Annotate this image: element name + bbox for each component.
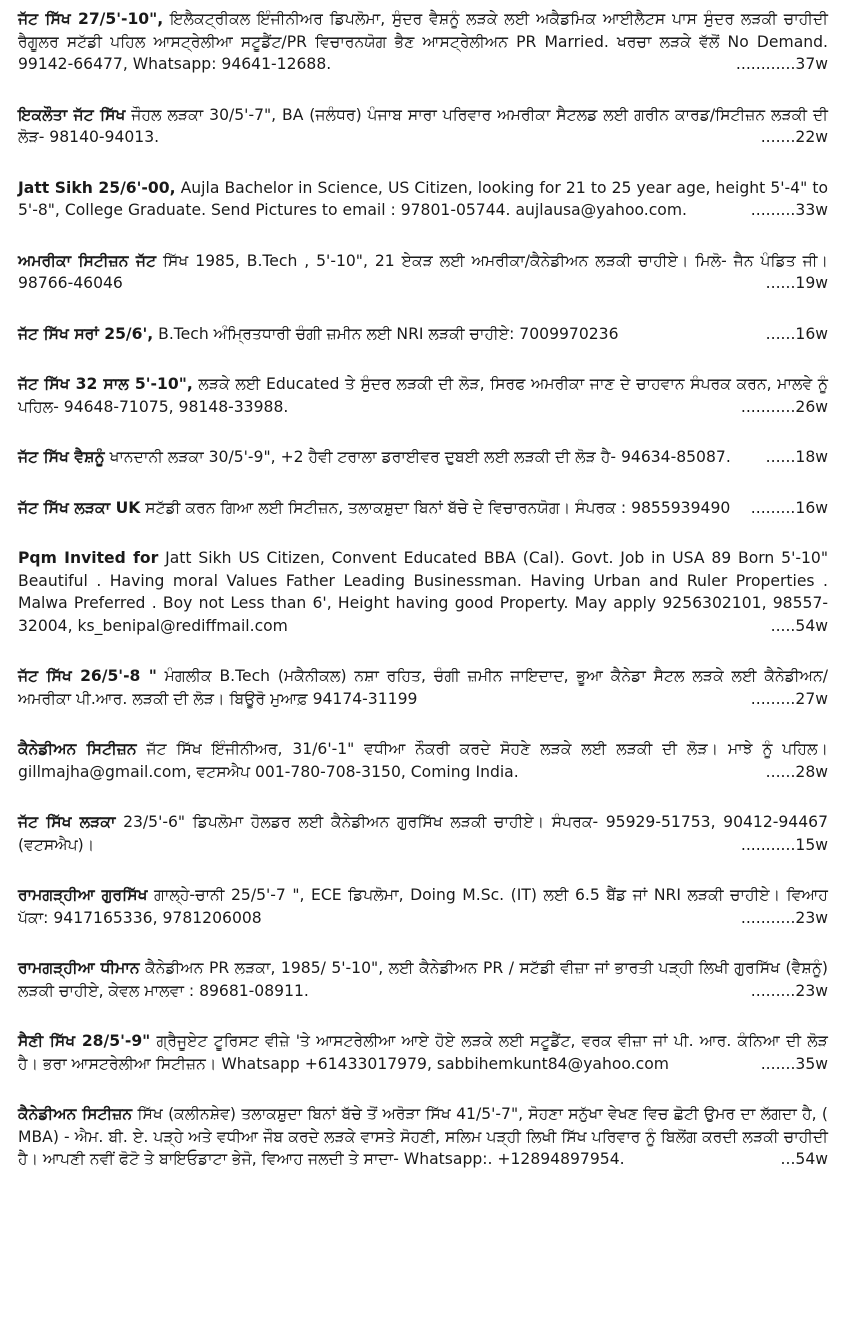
classified-ad [18,884,828,929]
classified-ad [18,547,828,637]
ad-text: ਖਾਨਦਾਨੀ ਲੜਕਾ 30/5'-9", +2 ਹੈਵੀ ਟਰਾਲਾ ਡਰਾਈਵਰ ਦੁਬਈ ਲਈ ਲੜਕੀ ਦੀ ਲੋੜ ਹੈ- 94634-85087. [104,448,731,466]
classified-ad [18,104,828,149]
classified-ad [18,177,828,222]
ad-price: ...........26w [740,397,828,416]
ad-price: ......18w [765,448,828,466]
classified-ad [18,811,828,856]
classified-ad [18,1030,828,1075]
ad-text: ਇਲੈਕਟ੍ਰੀਕਲ ਇੰਜੀਨੀਅਰ ਡਿਪਲੋਮਾ, ਸੁੰਦਰ ਵੈਸ਼ਨੂੰ ਲੜਕੇ ਲਈ ਅਕੈਡਮਿਕ ਆਈਲੈਟਸ ਪਾਸ ਸੁੰਦਰ ਲੜਕੀ ਚਾਹੀਦੀ ਰੈਗੂਲਰ ਸਟੱਡੀ ਪਹਿਲ ਆਸਟ੍ਰੇਲੀਆ ਸਟੂਡੈਂਟ/PR ਵਿਚਾਰਨਯੋਗ ਭੈਣ ਆਸਟ੍ਰੇਲੀਅਨ PR Married. ਖਰਚਾ ਲੜਕੇ ਵੱਲੋਂ No Demand. 99142-66477, Whatsapp: 94641-12688. [18,10,829,73]
classified-ad [18,738,828,783]
ad-price: .......35w [760,1054,828,1073]
ad-heading: ਰਾਮਗੜ੍ਹੀਆ ਗੁਰਸਿੱਖ [18,886,148,904]
ad-text: ਸਟੱਡੀ ਕਰਨ ਗਿਆ ਲਈ ਸਿਟੀਜ਼ਨ, ਤਲਾਕਸ਼ੁਦਾ ਬਿਨਾਂ ਬੱਚੇ ਦੇ ਵਿਚਾਰਨਯੋਗ। ਸੰਪਰਕ : 9855939490 [140,498,731,517]
ad-text: ਜੱਟ ਸਿੱਖ ਇੰਜੀਨੀਅਰ, 31/6'-1" ਵਧੀਆ ਨੌਕਰੀ ਕਰਦੇ ਸੋਹਣੇ ਲੜਕੇ ਲਈ ਲੜਕੀ ਦੀ ਲੋੜ। ਮਾਝੇ ਨੂੰ ਪਹਿਲ। gillmajha@gmail.com, ਵਟਸਐਪ 001-780-708-3150, Coming India. [18,740,828,781]
classified-ad [18,373,828,418]
ad-price: ...........23w [740,908,828,927]
ad-text: ਜੌਹਲ ਲੜਕਾ 30/5'-7", BA (ਜਲੰਧਰ) ਪੰਜਾਬ ਸਾਰਾ ਪਰਿਵਾਰ ਅਮਰੀਕਾ ਸੈਟਲਡ ਲਈ ਗਰੀਨ ਕਾਰਡ/ਸਿਟੀਜ਼ਨ ਲੜਕੀ ਦੀ ਲੋੜ- 98140-94013. [18,105,829,146]
ad-price: ......16w [765,324,828,343]
ad-heading: ਕੈਨੇਡੀਅਨ ਸਿਟੀਜ਼ਨ [18,1105,133,1123]
ad-heading: Jatt Sikh 25/6'-00, [18,178,176,197]
ad-text: ਲੜਕੇ ਲਈ Educated ਤੇ ਸੁੰਦਰ ਲੜਕੀ ਦੀ ਲੋੜ, ਸਿਰਫ ਅਮਰੀਕਾ ਜਾਣ ਦੇ ਚਾਹਵਾਨ ਸੰਪਰਕ ਕਰਨ, ਮਾਲਵੇ ਨੂੰ ਪਹਿਲ- 94648-71075, 98148-33988. [18,375,829,416]
ad-price: .........16w [750,498,828,517]
ad-heading: ਕੈਨੇਡੀਅਨ ਸਿਟੀਜ਼ਨ [18,740,137,758]
ad-text: Jatt Sikh US Citizen, Convent Educated BBA (Cal). Govt. Job in USA 89 Born 5'-10" Beautiful . Having moral Values Father Leading Businessman. Having Urban and Ruler Properties . Malwa Preferred . Boy not Less than 6', Height having good Property. May apply 9256302101, 98557-32004, ks_benipal@rediffmail.com [18,549,828,635]
ad-price: .........27w [750,689,828,708]
ad-text: B.Tech ਅੰਮ੍ਰਿਤਧਾਰੀ ਚੰਗੀ ਜ਼ਮੀਨ ਲਈ NRI ਲੜਕੀ ਚਾਹੀਏ: 7009970236 [153,324,619,343]
ad-price: ......28w [765,762,828,781]
ad-price: ...54w [780,1150,828,1168]
ad-heading: ਰਾਮਗੜ੍ਹੀਆ ਧੀਮਾਨ [18,959,140,977]
ad-heading: ਇਕਲੌਤਾ ਜੱਟ ਸਿੱਖ [18,105,126,124]
ad-price: .........33w [750,201,828,219]
ad-text: ਮੰਗਲੀਕ B.Tech (ਮਕੈਨੀਕਲ) ਨਸ਼ਾ ਰਹਿਤ, ਚੰਗੀ ਜ਼ਮੀਨ ਜਾਇਦਾਦ, ਭੂਆ ਕੈਨੇਡਾ ਸੈਟਲ ਲੜਕੇ ਲਈ ਕੈਨੇਡੀਅਨ/ਅਮਰੀਕਾ ਪੀ.ਆਰ. ਲੜਕੀ ਦੀ ਲੋੜ। ਬਿਊਰੋ ਮੁਆਫ਼ 94174-31199 [18,667,828,708]
ad-price: ......19w [765,274,828,292]
classified-ad [18,497,828,520]
ad-text: ਗ੍ਰੈਜੂਏਟ ਟੂਰਿਸਟ ਵੀਜ਼ੇ 'ਤੇ ਆਸਟਰੇਲੀਆ ਆਏ ਹੋਏ ਲੜਕੇ ਲਈ ਸਟੂਡੈਂਟ, ਵਰਕ ਵੀਜ਼ਾ ਜਾਂ ਪੀ. ਆਰ. ਕੰਨਿਆ ਦੀ ਲੋੜ ਹੈ। ਭਰਾ ਆਸਟਰੇਲੀਆ ਸਿਟੀਜ਼ਨ। Whatsapp +61433017979, sabbihemkunt84@yahoo.com [18,1032,828,1073]
ad-heading: ਜੱਟ ਸਿੱਖ ਲੜਕਾ [18,813,116,831]
classified-ad [18,1103,828,1171]
ad-price: .....54w [770,616,828,635]
ad-price: ...........15w [740,835,828,854]
classified-ad [18,323,828,346]
ad-heading: ਜੱਟ ਸਿੱਖ 32 ਸਾਲ 5'-10", [18,375,193,393]
ad-text: ਕੈਨੇਡੀਅਨ PR ਲੜਕਾ, 1985/ 5'-10", ਲਈ ਕੈਨੇਡੀਅਨ PR / ਸਟੱਡੀ ਵੀਜ਼ਾ ਜਾਂ ਭਾਰਤੀ ਪੜ੍ਹੀ ਲਿਖੀ ਗੁਰਸਿੱਖ (ਵੈਸ਼ਨੂੰ) ਲੜਕੀ ਚਾਹੀਏ, ਕੇਵਲ ਮਾਲਵਾ : 89681-08911. [18,959,828,1000]
ad-text: ਸਿੱਖ (ਕਲੀਨਸ਼ੇਵ) ਤਲਾਕਸ਼ੁਦਾ ਬਿਨਾਂ ਬੱਚੇ ਤੋਂ ਅਰੋੜਾ ਸਿੱਖ 41/5'-7", ਸੋਹਣਾ ਸਨੁੱਖਾ ਵੇਖਣ ਵਿਚ ਛੋਟੀ ਉਮਰ ਦਾ ਲੱਗਦਾ ਹੈ, ( MBA) - ਐਮ. ਬੀ. ਏ. ਪੜ੍ਹੇ ਅਤੇ ਵਧੀਆ ਜੌਬ ਕਰਦੇ ਲੜਕੇ ਵਾਸਤੇ ਸੋਹਣੀ, ਸਲਿਮ ਪੜ੍ਹੀ ਲਿਖੀ ਸਿੱਖ ਪਰਿਵਾਰ ਨੂੰ ਬਿਲੋਂਗ ਕਰਦੀ ਲੜਕੀ ਚਾਹੀਦੀ ਹੈ। ਆਪਣੀ ਨਵੀਂ ਫੋਟੋ ਤੇ ਬਾਇਓਡਾਟਾ ਭੇਜੋ, ਵਿਆਹ ਜਲਦੀ ਤੇ ਸਾਦਾ- Whatsapp:. +12894897954. [18,1105,829,1168]
classified-ad [18,446,828,469]
ad-text: Aujla Bachelor in Science, US Citizen, looking for 21 to 25 year age, height 5'-4" to 5'-8", College Graduate. Send Pictures to email : 97801-05744. aujlausa@yahoo.com. [18,178,828,219]
classified-ad [18,8,828,76]
ad-heading: ਅਮਰੀਕਾ ਸਿਟੀਜ਼ਨ ਜੱਟ [18,251,157,270]
classified-ad [18,957,828,1002]
ad-heading: ਜੱਟ ਸਿੱਖ 26/5'-8 " [18,667,157,685]
ad-heading: Pqm Invited for [18,549,159,567]
ad-price: .........23w [750,981,828,1000]
classified-ad [18,665,828,710]
ad-text: 23/5'-6" ਡਿਪਲੋਮਾ ਹੋਲਡਰ ਲਈ ਕੈਨੇਡੀਅਨ ਗੁਰਸਿੱਖ ਲੜਕੀ ਚਾਹੀਏ। ਸੰਪਰਕ- 95929-51753, 90412-94467 (ਵਟਸਐਪ)। [18,813,828,854]
ad-heading: ਜੱਟ ਸਿੱਖ ਵੈਸ਼ਨੂੰ [18,448,105,466]
ad-heading: ਜੱਟ ਸਿੱਖ 27/5'-10", [18,10,164,28]
ad-text: ਸਿੱਖ 1985, B.Tech , 5'-10", 21 ਏਕੜ ਲਈ ਅਮਰੀਕਾ/ਕੈਨੇਡੀਅਨ ਲੜਕੀ ਚਾਹੀਏ। ਮਿਲੋ- ਜੈਨ ਪੰਡਿਤ ਜੀ। 98766-46046 [18,251,828,292]
ad-text: ਗਾਲ੍ਹੇ-ਚਾਨੀ 25/5'-7 ", ECE ਡਿਪਲੋਮਾ, Doing M.Sc. (IT) ਲਈ 6.5 ਬੈਂਡ ਜਾਂ NRI ਲੜਕੀ ਚਾਹੀਏ। ਵਿਆਹ ਪੱਕਾ: 9417165336, 9781206008 [18,886,829,927]
ad-price: .......22w [760,128,828,146]
ad-heading: ਸੈਣੀ ਸਿੱਖ 28/5'-9" [18,1032,151,1050]
ad-heading: ਜੱਟ ਸਿੱਖ ਸਰਾਂ 25/6', [18,324,154,343]
ad-heading: ਜੱਟ ਸਿੱਖ ਲੜਕਾ UK [18,498,141,517]
ad-price: ............37w [735,55,828,73]
classified-ad [18,250,828,295]
